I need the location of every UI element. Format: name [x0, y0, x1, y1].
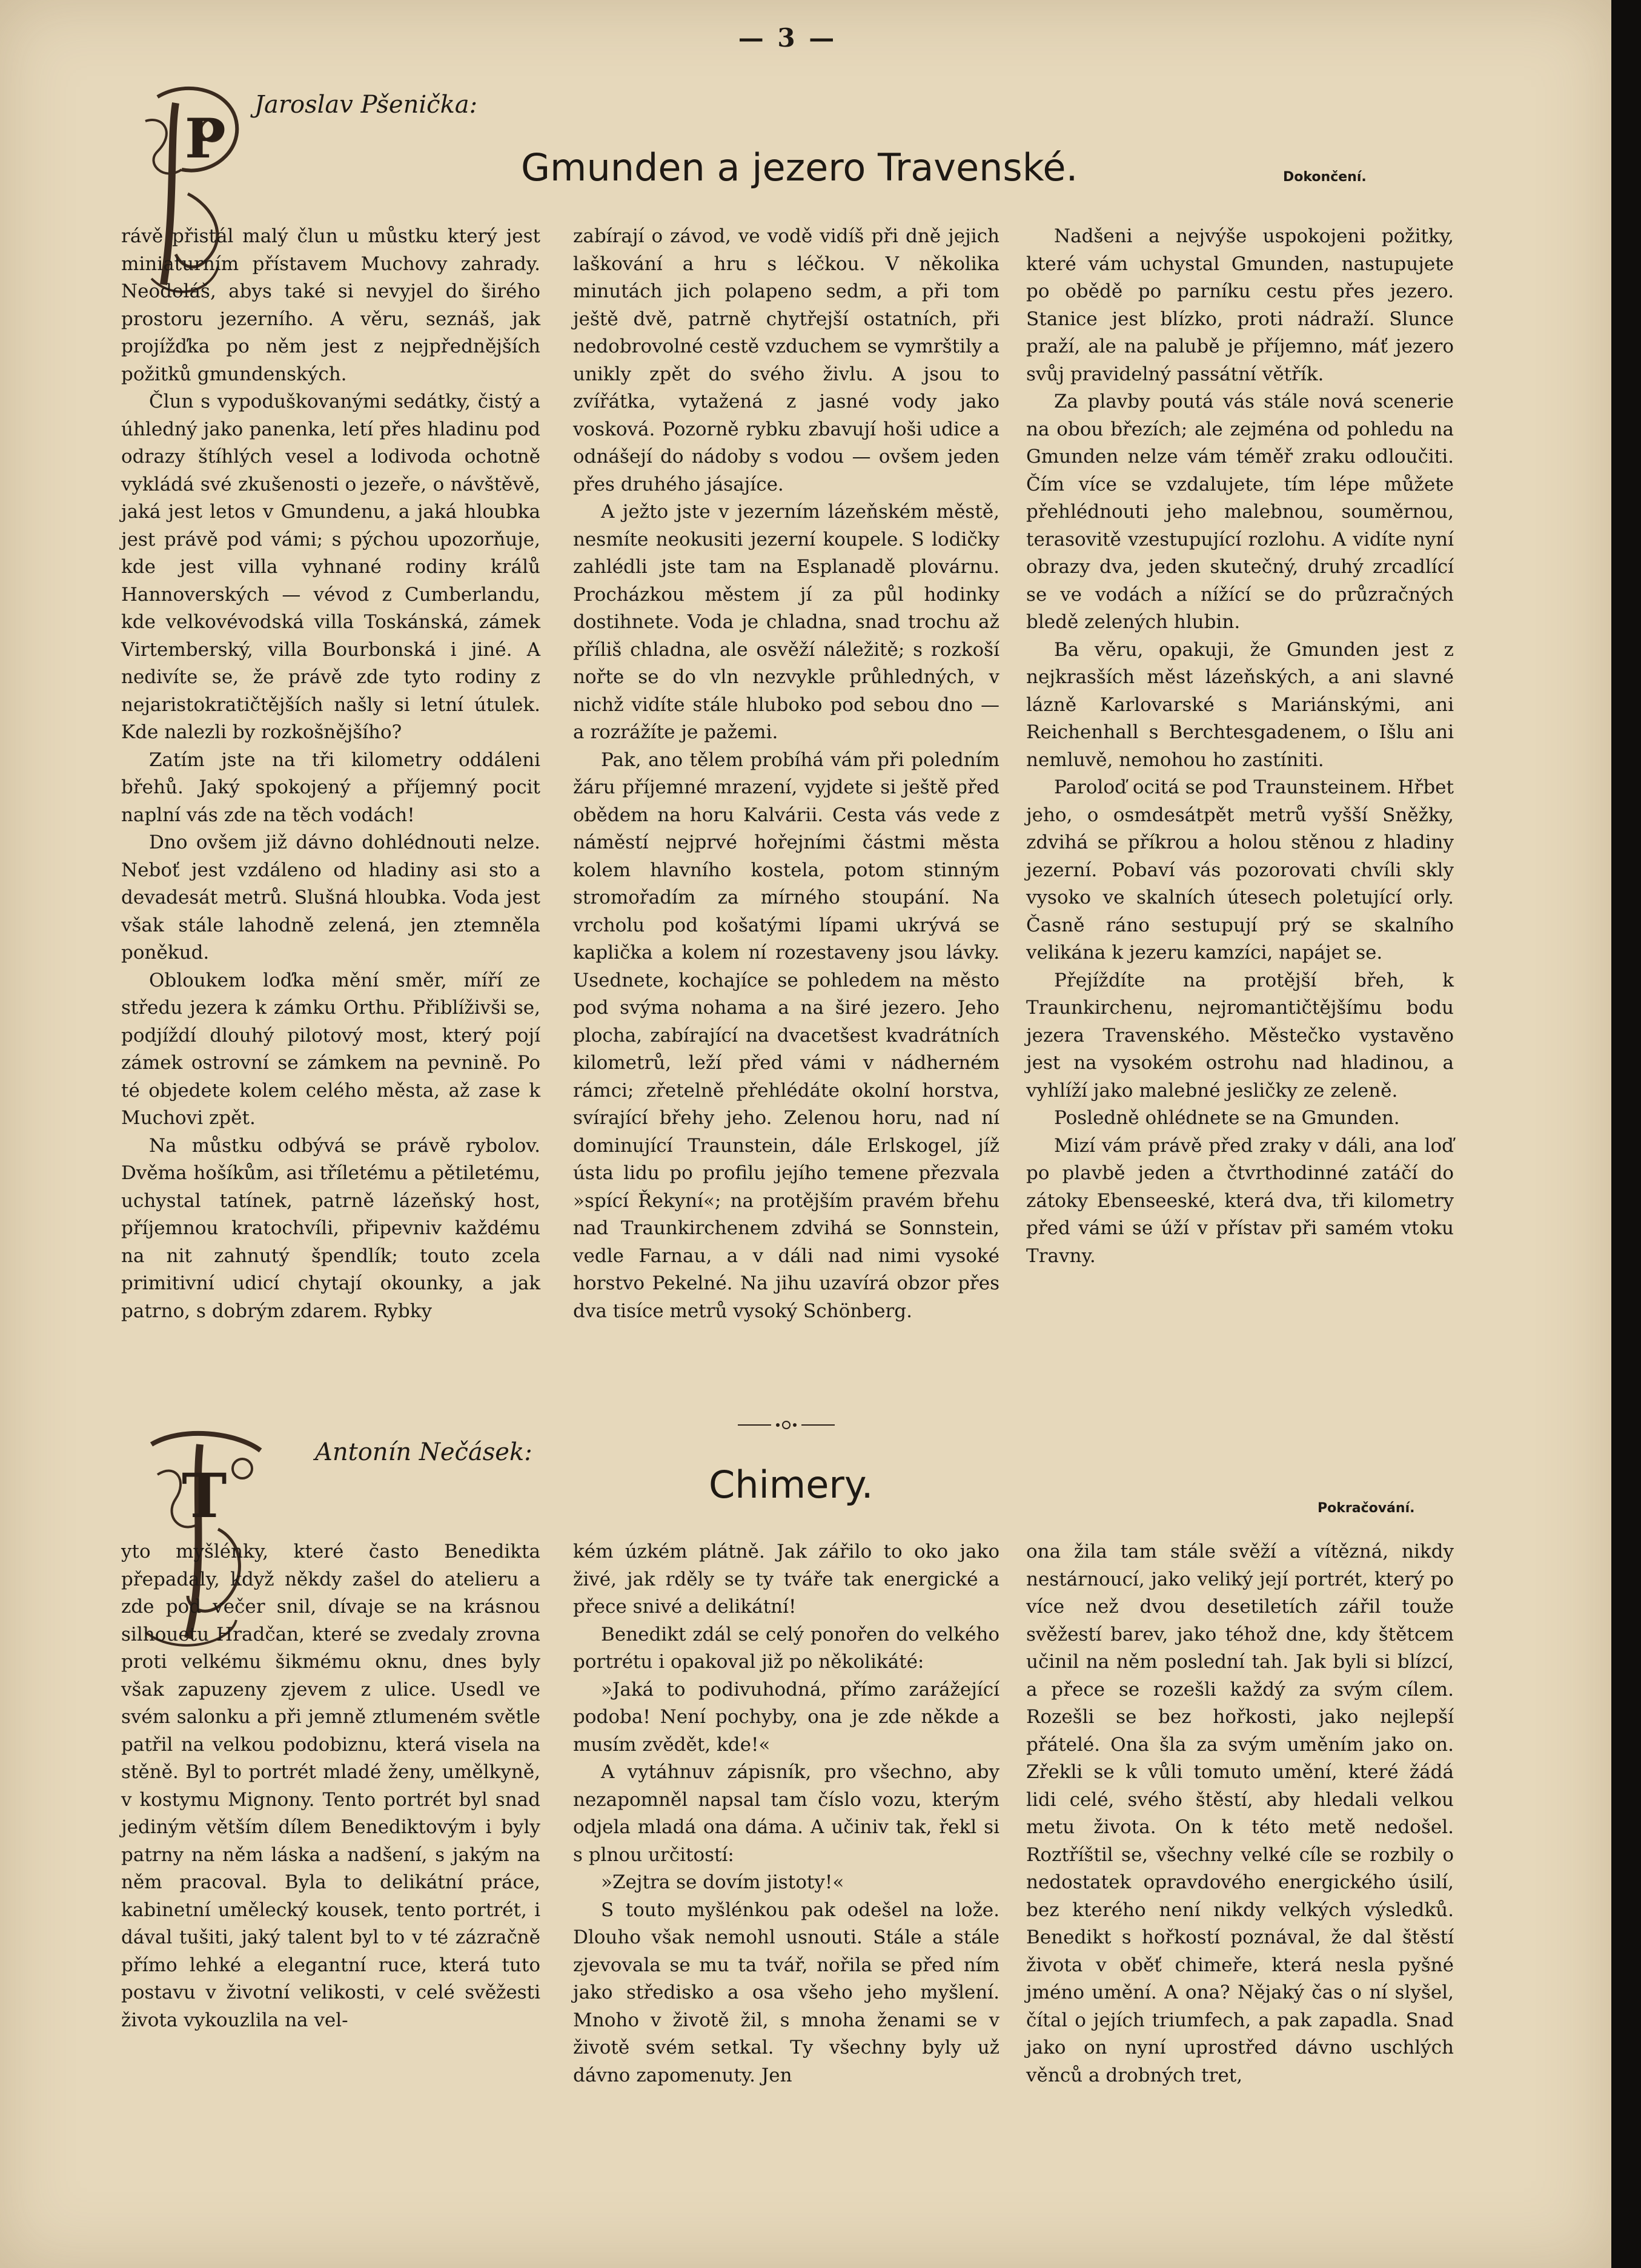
paragraph: kém úzkém plátně. Jak zářilo to oko jako živé, jak rděly se ty tváře tak energické a přece snivé a delikátní! — [573, 1541, 1000, 1618]
paragraph: »Jaká to podivuhodná, přímo zarážející podoba! Není pochyby, ona je zde někde a musím zvědět, kde!« — [573, 1678, 1000, 1756]
paragraph: Mizí vám právě před zraky v dáli, ana loď po plavbě jeden a čtvrthodinné zatáčí do zátoky Ebenseeské, která dva, tři kilometry před vámi se úží v přístav při samém vtoku Travny. — [1026, 1134, 1454, 1267]
paragraph: A ježto jste v jezerním lázeňském městě, nesmíte neokusiti jezerní koupele. S lodičky zahlédli jste tam na Esplanadě plovárnu. Procházkou městem jí za půl hodinky dostihnete. Voda je chladna, snad trochu až příliš chladna, ale osvěží náležitě; s rozkoší nořte se do vln nezvykle průhledných, v nichž vidíte stále hluboko pod sebou dno — a rozrážíte je pažemi. — [573, 501, 1000, 743]
paragraph: »Zejtra se dovím jistoty!« — [601, 1871, 844, 1893]
article2-note: Pokračování. — [1318, 1501, 1415, 1516]
article1-note: Dokončení. — [1283, 170, 1367, 185]
article1-author: Jaroslav Pšenička: — [254, 91, 478, 119]
paragraph: Zatím jste na tři kilometry oddáleni břehů. Jaký spokojený a příjemný pocit naplní vás zde na těch vodách! — [121, 749, 540, 826]
paragraph: S touto myšlénkou pak odešel na lože. Dlouho však nemohl usnouti. Stále a stále zjevovala se mu ta tvář, nořila se před ním jako středisko a osa všeho jeho myšlení. Mnoho v životě žil, s mnoha ženami se v životě svém setkal. Ty všechny byly už dávno zapomenuty. Jen — [573, 1899, 1000, 2086]
paragraph: Benedikt zdál se celý ponořen do velkého portrétu i opakoval již po několikáté: — [573, 1623, 1000, 1673]
paragraph: Dno ovšem již dávno dohlédnouti nelze. Neboť jest vzdáleno od hladiny asi sto a devadesát metrů. Slušná hloubka. Voda jest však stále lahodně zelená, jen ztemněla poněkud. — [121, 831, 540, 964]
article1-column-2 — [573, 223, 1000, 1325]
article2-column-3 — [1026, 1538, 1454, 2089]
article2-column-1 — [121, 1538, 540, 2034]
article1-title: Gmunden a jezero Travenské. — [521, 145, 1078, 190]
paragraph: Přejíždíte na protější břeh, k Traunkirchenu, nejromantičtějšímu bodu jezera Travenského. Městečko vystavěno jest na vysokém ostrohu nad hladinou, a vyhlíží jako malebné jesličky ze zeleně. — [1026, 969, 1454, 1102]
article2-column-2 — [573, 1538, 1000, 2089]
paragraph: Na můstku odbývá se právě rybolov. Dvěma hošíkům, asi tříletému a pětiletému, uchystal tatínek, patrně lázeňský host, příjemnou kratochvíli, připevniv každému na nit zahnutý špendlík; touto zcela primitivní udicí chytají okounky, a jak patrno, s dobrým zdarem. Rybky — [121, 1134, 540, 1322]
paragraph: yto myšlénky, které často Benedikta přepadaly, když někdy zašel do atelieru a zde pod večer snil, dívaje se na krásnou silhouetu Hradčan, které se zvedaly zrovna proti velkému šikmému oknu, dnes byly však zapuzeny zjevem z ulice. Usedl ve svém salonku a při jemně ztlumeném světle patřil na velkou podobiznu, která visela na stěně. Byl to portrét mladé ženy, umělkyně, v kostymu Mignony. Tento portrét byl snad jediným větším dílem Benediktovým i byly patrny na něm láska a nadšení, s jakým na něm pracoval. Byla to delikátní práce, kabinetní umělecký kousek, tento portrét, i dával tušiti, jaký talent byl to v té zázračně přímo lehké a elegantní ruce, která tuto postavu v životní velikosti, v celé svěžesti života vykouzlila na vel- — [121, 1541, 540, 2031]
section-divider-ornament — [738, 1416, 835, 1434]
paragraph: A vytáhnuv zápisník, pro všechno, aby nezapomněl napsal tam číslo vozu, kterým odjela mladá ona dáma. A učiniv tak, řekl si s plnou určitostí: — [573, 1761, 1000, 1866]
paragraph: ona žila tam stále svěží a vítězná, nikdy nestárnoucí, jako veliký její portrét, který po více než dvou desetiletích zářil touže svěžestí barev, jako téhož dne, kdy štětcem učinil na něm poslední tah. Jak byli si blízcí, a přece se rozešli každý za svým cílem. Rozešli se bez hořkosti, jako nejlepší přátelé. Ona šla za svým uměním jako on. Zřekli se k vůli tomuto umění, které žádá lidi celé, svého štěstí, aby hledali velkou metu života. On k této metě nedošel. Roztříštil se, všechny velké cíle se rozbily o nedostatek opravdového energického úsilí, bez kterého není nikdy velkých výsledků. Benedikt s hořkostí poznával, že dal štěstí života v oběť chimeře, která nesla pyšné jméno umění. A ona? Nějaký čas o ní slyšel, čítal o jejích triumfech, a pak zapadla. Snad jako on nyní uprostřed dávno uschlých věnců a drobných tret, — [1026, 1541, 1454, 2086]
paragraph: Posledně ohlédnete se na Gmunden. — [1054, 1107, 1400, 1129]
paragraph: Paroloď ocitá se pod Traunsteinem. Hřbet jeho, o osmdesátpět metrů vyšší Sněžky, zdvihá se příkrou a holou stěnou z hladiny jezerní. Pobaví vás pozorovati chvíli skly vysoko ve skalních útesech poletující orly. Časně ráno sestupují prý se skalního velikána k jezeru kamzíci, napájet se. — [1026, 776, 1454, 964]
paragraph: Za plavby poutá vás stále nová scenerie na obou březích; ale zejména od pohledu na Gmunden nelze vám téměř zraku odloučiti. Čím více se vzdalujete, tím lépe můžete přehlédnouti jeho malebnou, souměrnou, terasovitě vzestupující rozlohu. A vidíte nyní obrazy dva, jeden skutečný, druhý zrcadlící se ve vodách a nížící se do průzračných bledě zelených hlubin. — [1026, 391, 1454, 633]
article2-author: Antonín Nečásek: — [315, 1438, 532, 1466]
paragraph: rávě přistál malý člun u můstku který jest miniaturním přístavem Muchovy zahrady. Neodoláš, abys také si nevyjel do širého prostoru jezerního. A věru, seznáš, jak projížďka po něm jest z nejpřednějších požitků gmundenských. — [121, 225, 540, 385]
article2-title: Chimery. — [709, 1463, 874, 1507]
paragraph: Člun s vypoduškovanými sedátky, čistý a úhledný jako panenka, letí přes hladinu pod odrazy štíhlých vesel a lodivoda ochotně vykládá své zkušenosti o jezeře, o návštěvě, jaká jest letos v Gmundenu, a jaká hloubka jest právě pod vámi; s pýchou upozorňuje, kde jest villa vyhnané rodiny králů Hannoverských — vévod z Cumberlandu, kde velkovévodská villa Toskánská, zámek Virtemberský, villa Bourbonská i jiné. A nedivíte se, že právě zde tyto rodiny z nejaristokratičtějších našly si letní útulek. Kde nalezli by rozkošnějšího? — [121, 391, 540, 743]
article1-column-3 — [1026, 223, 1454, 1270]
initial-p-letter: P — [185, 107, 226, 171]
initial-t-letter: T — [182, 1460, 227, 1532]
paragraph: Obloukem loďka mění směr, míří ze středu jezera k zámku Orthu. Přiblíživši se, podjíždí dlouhý pilotový most, který pojí zámek ostrovní se zámkem na pevnině. Po té objedete kolem celého města, až zase k Muchovi zpět. — [121, 969, 540, 1129]
paragraph: Ba věru, opakuji, že Gmunden jest z nejkrasších měst lázeňských, a ani slavné lázně Karlovarské s Mariánskými, ani Reichenhall s Berchtesgadenem, o Išlu ani nemluvě, nemohou ho zastíniti. — [1026, 638, 1454, 771]
page-edge-shadow — [1611, 0, 1641, 2268]
paragraph: Nadšeni a nejvýše uspokojeni požitky, které vám uchystal Gmunden, nastupujete po obědě po parníku cestu přes jezero. Stanice jest blízko, proti nádraží. Slunce praží, ale na palubě je příjemno, máť jezero svůj pravidelný passátní větřík. — [1026, 225, 1454, 385]
article1-column-1 — [121, 223, 540, 1325]
paragraph: Pak, ano tělem probíhá vám při poledním žáru příjemné mrazení, vyjdete si ještě před obědem na horu Kalvárii. Cesta vás vede z náměstí nejprvé hořejními částmi města kolem hlavního kostela, potom stinným stromořadím za mírného stoupání. Na vrcholu pod košatými lípami ukrývá se kaplička a kolem ní rozestaveny jsou lávky. Usednete, kochajíce se pohledem na město pod svýma nohama a na širé jezero. Jeho plocha, zabírající na dvacetšest kvadrátních kilometrů, leží před vámi v nádherném rámci; zřetelně přehlédáte okolní horstva, svírající břehy jeho. Zelenou horu, nad ní dominující Traunstein, dále Erlskogel, jíž ústa lidu po profilu jejího temene přezvala »spící Řekyní«; na protějším pravém břehu nad Traunkirchenem zdvihá se Sonnstein, vedle Farnau, a v dáli nad nimi vysoké horstvo Pekelné. Na jihu uzavírá obzor přes dva tisíce metrů vysoký Schönberg. — [573, 749, 1000, 1322]
paragraph: zabírají o závod, ve vodě vidíš při dně jejich laškování a hru s léčkou. V několika minutách jich polapeno sedm, a při tom ještě dvě, patrně chytřejší ostatních, při nedobrovolné cestě vzduchem se vymrštily a unikly zpět do svého živlu. A jsou to zvířátka, vytažená z jasné vody jako vosková. Pozorně rybku zbavují hoši udice a odnášejí do nádoby s vodou — ovšem jeden přes druhého jásajíce. — [573, 225, 1000, 495]
page-number: — 3 — — [738, 23, 837, 53]
